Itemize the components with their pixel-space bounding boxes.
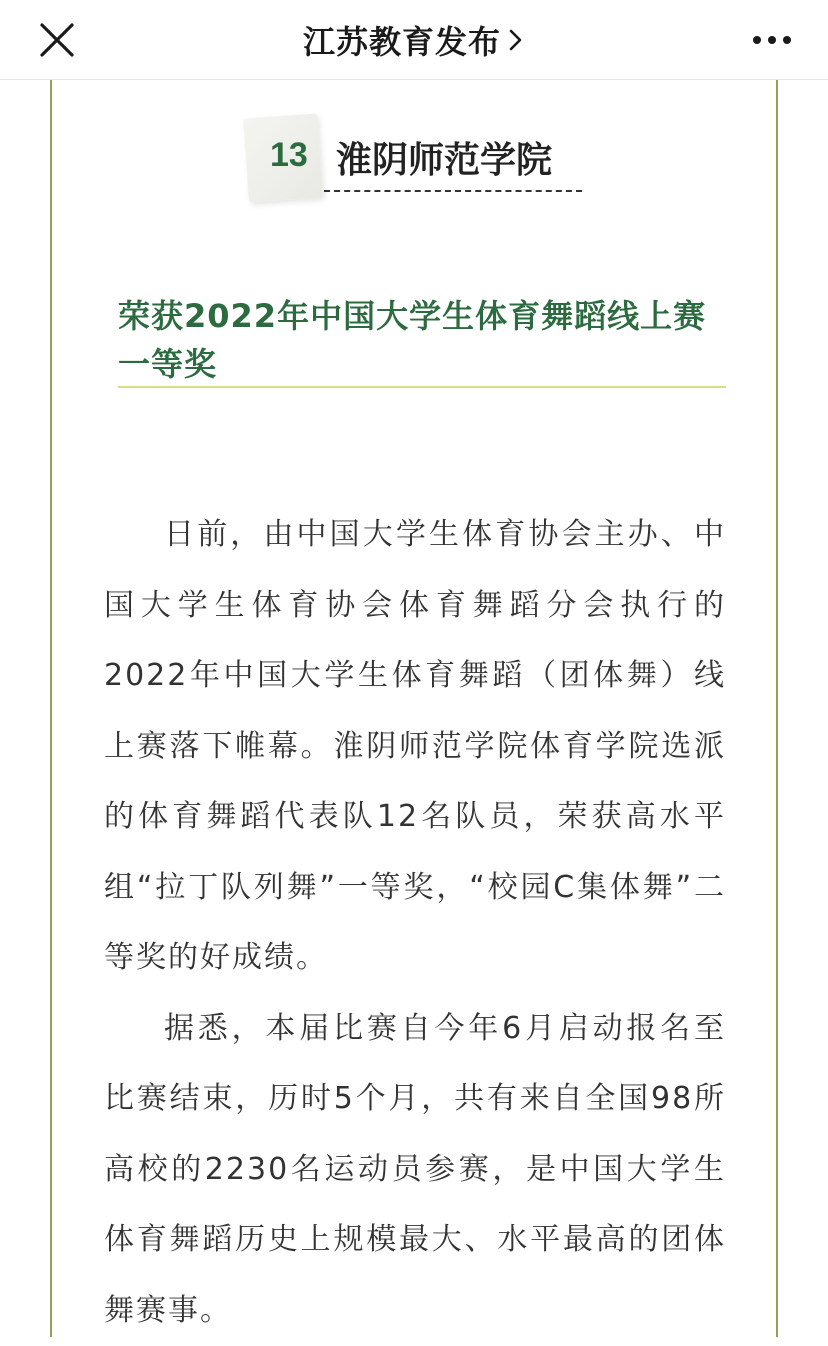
article-body	[104, 500, 726, 1346]
section-heading	[240, 110, 600, 210]
headline-underline	[118, 386, 726, 388]
article-headline: 荣获2022年中国大学生体育舞蹈线上赛一等奖	[118, 292, 726, 388]
page-title: 江苏教育发布	[303, 17, 501, 63]
more-options-button[interactable]	[750, 25, 794, 55]
close-icon	[36, 19, 78, 61]
dashed-underline	[324, 190, 582, 192]
title-area	[0, 0, 828, 80]
more-dots-icon	[750, 25, 794, 55]
close-button[interactable]	[36, 19, 78, 61]
account-title-link[interactable]	[303, 17, 525, 63]
paragraph-2: 据悉，本届比赛自今年6月启动报名至比赛结束，历时5个月，共有来自全国98所高校的2230名运动员参赛，是中国大学生体育舞蹈历史上规模最大、水平最高的团体舞赛事。	[104, 994, 726, 1346]
section-number: 13	[270, 136, 308, 175]
top-navigation-bar	[0, 0, 828, 80]
school-name: 淮阴师范学院	[336, 132, 552, 183]
chevron-right-icon	[507, 27, 525, 53]
paragraph-1: 日前，由中国大学生体育协会主办、中国大学生体育协会体育舞蹈分会执行的2022年中国大学生体育舞蹈（团体舞）线上赛落下帷幕。淮阴师范学院体育学院选派的体育舞蹈代表队12名队员，荣获高水平组“拉丁队列舞”一等奖，“校园C集体舞”二等奖的好成绩。	[104, 500, 726, 994]
